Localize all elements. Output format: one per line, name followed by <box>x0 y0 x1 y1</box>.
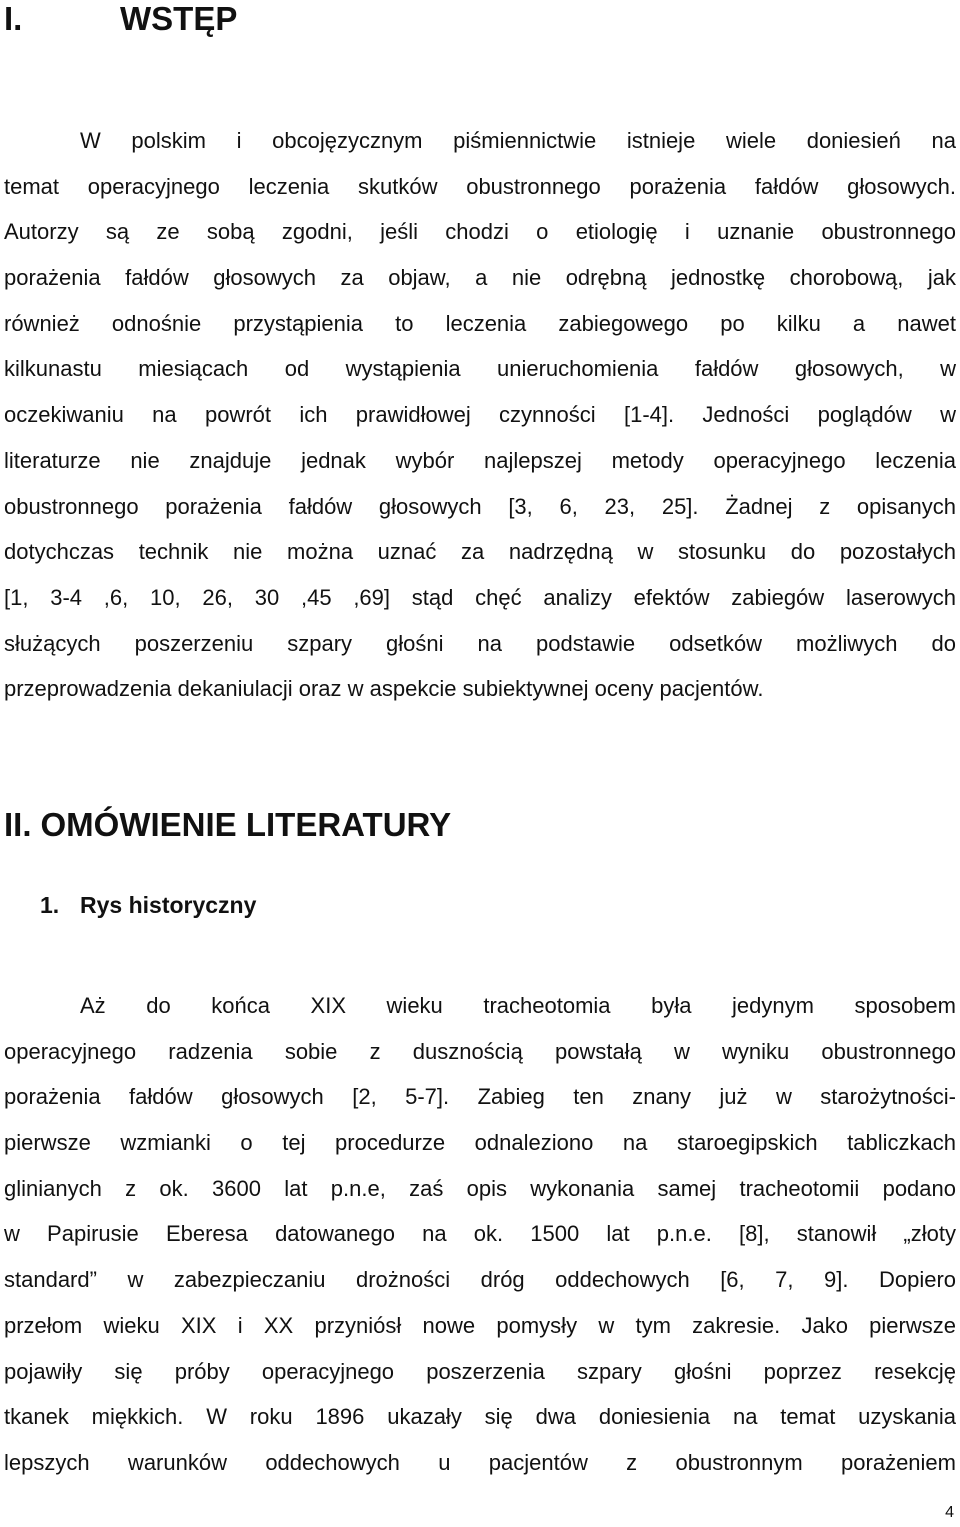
text-line: służących poszerzeniu szpary głośni na podstawie odsetków możliwych do <box>4 630 956 656</box>
text-line: pojawiły się próby operacyjnego poszerzenia szpary głośni poprzez resekcję <box>4 1358 956 1384</box>
text-line: Autorzy są ze sobą zgodni, jeśli chodzi o etiologię i uznanie obustronnego <box>4 219 956 245</box>
history-paragraph <box>4 983 956 1486</box>
section-heading-intro <box>4 2 237 35</box>
text-line: [1, 3-4 ,6, 10, 26, 30 ,45 ,69] stąd chęć analizy efektów zabiegów laserowych <box>4 584 956 610</box>
text-line: również odnośnie przystąpienia to leczenia zabiegowego po kilku a nawet <box>4 310 956 336</box>
subsection-title-text: Rys historyczny <box>80 892 257 918</box>
page-number: 4 <box>945 1504 954 1521</box>
text-line: oczekiwaniu na powrót ich prawidłowej czynności [1-4]. Jedności poglądów w <box>4 402 956 428</box>
text-line: obustronnego porażenia fałdów głosowych [3, 6, 23, 25]. Żadnej z opisanych <box>4 493 956 519</box>
intro-paragraph <box>4 118 956 712</box>
subsection-number: 1. <box>40 892 60 918</box>
text-line: tkanek miękkich. W roku 1896 ukazały się dwa doniesienia na temat uzyskania <box>4 1404 956 1430</box>
text-line: Aż do końca XIX wieku tracheotomia była jedynym sposobem <box>80 993 956 1018</box>
section-number: II. <box>4 806 32 843</box>
text-line: porażenia fałdów głosowych za objaw, a nie odrębną jednostkę chorobową, jak <box>4 265 956 291</box>
text-line: literaturze nie znajduje jednak wybór najlepszej metody operacyjnego leczenia <box>4 447 956 473</box>
text-line: w Papirusie Eberesa datowanego na ok. 1500 lat p.n.e. [8], stanowił „złoty <box>4 1221 956 1247</box>
text-line: przeprowadzenia dekaniulacji oraz w aspekcie subiektywnej oceny pacjentów. <box>4 676 764 702</box>
subsection-heading-history <box>40 894 256 917</box>
text-line: porażenia fałdów głosowych [2, 5-7]. Zabieg ten znany już w starożytności- <box>4 1084 956 1110</box>
text-line: operacyjnego radzenia sobie z dusznością powstałą w wyniku obustronnego <box>4 1038 956 1064</box>
section-number: I. <box>4 0 23 37</box>
text-line: dotychczas technik nie można uznać za nadrzędną w stosunku do pozostałych <box>4 539 956 565</box>
text-line: W polskim i obcojęzycznym piśmiennictwie istnieje wiele doniesień na <box>80 128 956 153</box>
section-title-text: WSTĘP <box>120 0 238 37</box>
text-line: przełom wieku XIX i XX przyniósł nowe pomysły w tym zakresie. Jako pierwsze <box>4 1312 956 1338</box>
text-line: pierwsze wzmianki o tej procedurze odnaleziono na staroegipskich tabliczkach <box>4 1130 956 1156</box>
text-line: glinianych z ok. 3600 lat p.n.e, zaś opis wykonania samej tracheotomii podano <box>4 1175 956 1201</box>
text-line: temat operacyjnego leczenia skutków obustronnego porażenia fałdów głosowych. <box>4 173 956 199</box>
text-line: lepszych warunków oddechowych u pacjentów z obustronnym porażeniem <box>4 1449 956 1475</box>
section-heading-literature-review <box>4 808 451 841</box>
text-line: standard” w zabezpieczaniu drożności dróg oddechowych [6, 7, 9]. Dopiero <box>4 1267 956 1293</box>
text-line: kilkunastu miesiącach od wystąpienia unieruchomienia fałdów głosowych, w <box>4 356 956 382</box>
section-title-text: OMÓWIENIE LITERATURY <box>40 806 452 843</box>
